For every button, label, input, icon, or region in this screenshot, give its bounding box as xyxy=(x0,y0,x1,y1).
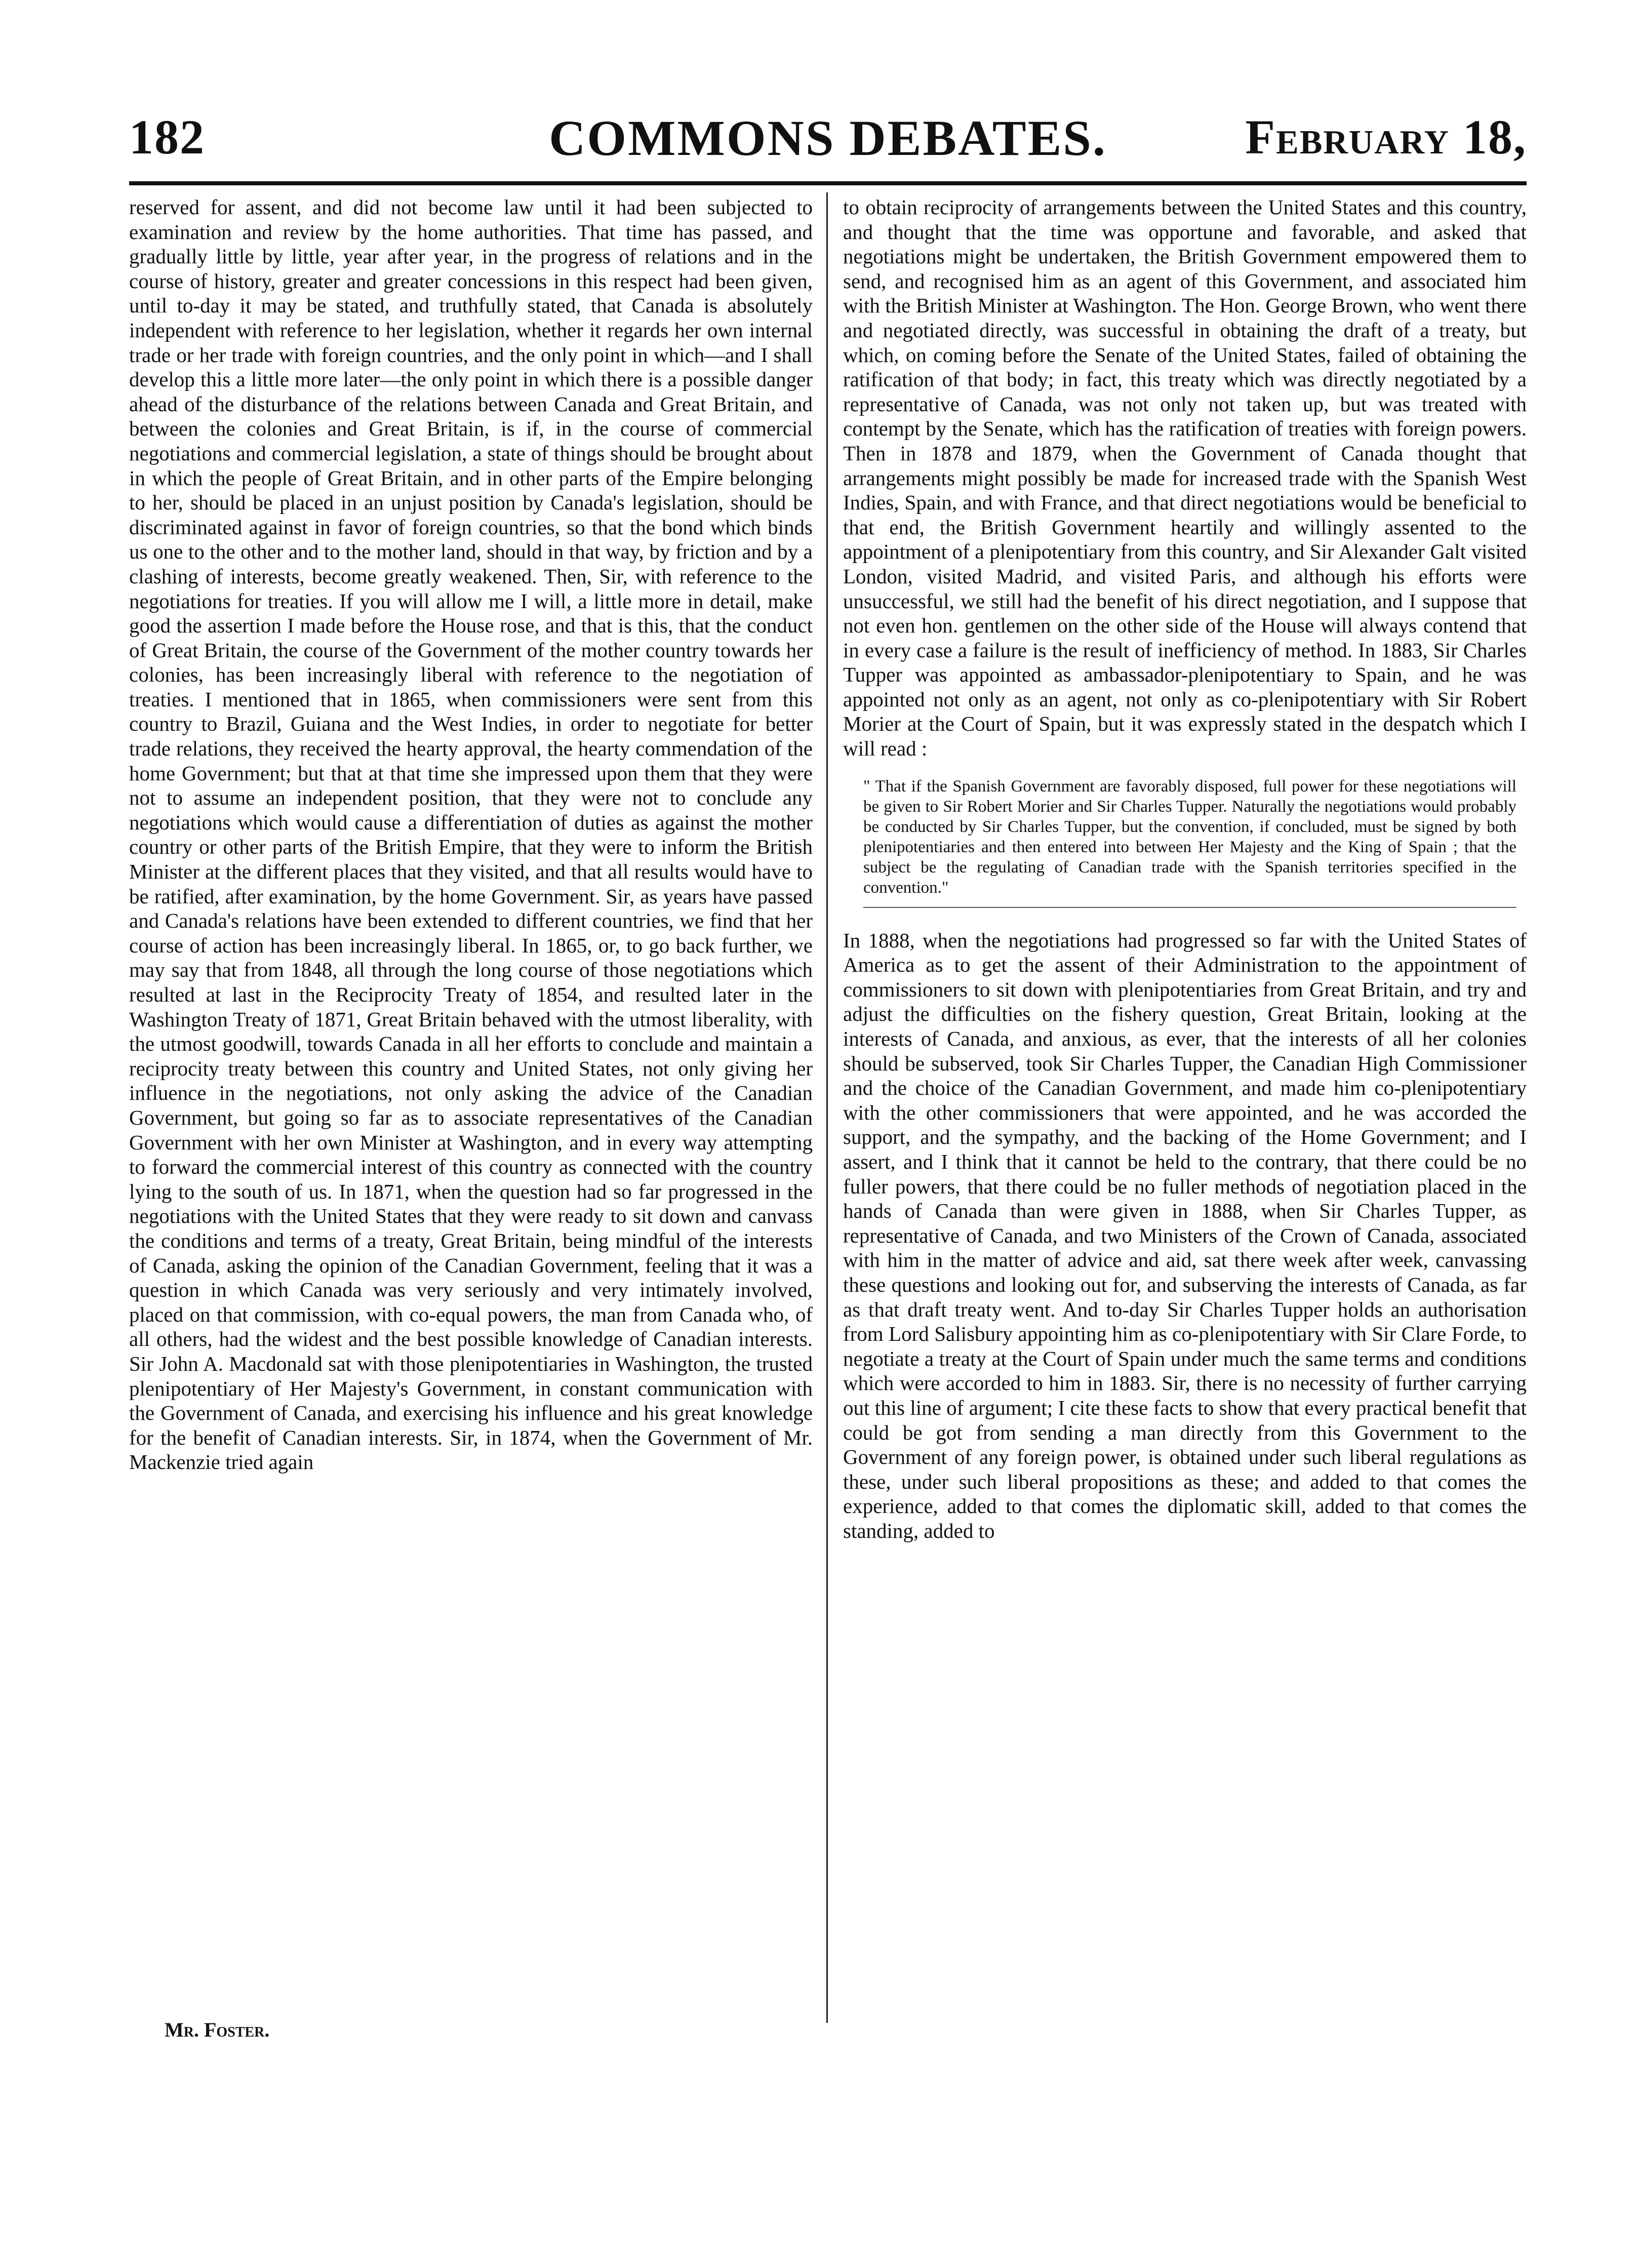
right-column-paragraph-1: to obtain reciprocity of arrangements between the United States and this country, and thought that the time was opportune and favorable, and asked that negotiations might be undertaken, the British Government empowered them to send, and recognised him as an agent of this Government, and associated him with the British Minister at Washington. The Hon. George Brown, who went there and negotiated directly, was successful in obtaining the draft of a treaty, but which, on coming before the Senate of the United States, failed of obtaining the ratification of that body; in fact, this treaty which was directly negotiated by a representative of Canada, was not only not taken up, but was treated with contempt by the Senate, which has the ratification of treaties with foreign powers. Then in 1878 and 1879, when the Government of Canada thought that arrangements might possibly be made for increased trade with the Spanish West Indies, Spain, and with France, and that direct negotiations would be beneficial to that end, the British Government heartily and willingly assented to the appointment of a plenipotentiary from this country, and Sir Alexander Galt visited London, visited Madrid, and visited Paris, and although his efforts were unsuccessful, we still had the benefit of his direct negotiation, and I suppose that not even hon. gentlemen on the other side of the House will always contend that in every case a failure is the result of inefficiency of method. In 1883, Sir Charles Tupper was appointed as ambassador-plenipotentiary to Spain, and he was appointed not only as an agent, not only as co-plenipotentiary with Sir Robert Morier at the Court of Spain, but it was expressly stated in the despatch which I will read : xyxy=(843,195,1527,761)
despatch-quote: " That if the Spanish Government are favorably disposed, full power for these negotiations will be given to Sir Robert Morier and Sir Charles Tupper. Naturally the negotiations would probably be conducted by Sir Charles Tupper, but the convention, if concluded, must be signed by both plenipotentiaries and then entered into between Her Majesty and the King of Spain ; that the subject be the regulating of Canadian trade with the Spanish territories specified in the convention." xyxy=(863,776,1516,908)
header-date: February 18, xyxy=(1245,110,1527,164)
publication-title: COMMONS DEBATES. xyxy=(549,110,1107,166)
speaker-footer: Mr. Foster. xyxy=(165,2018,270,2041)
header-rule xyxy=(129,181,1527,185)
right-column xyxy=(843,195,1527,1543)
page-number: 182 xyxy=(129,110,205,164)
left-column xyxy=(129,195,813,1475)
right-column-paragraph-2: In 1888, when the negotiations had progressed so far with the United States of America as to get the assent of their Administration to the appointment of commissioners to sit down with plenipotentiaries from Great Britain, and try and adjust the difficulties on the fishery question, Great Britain, looking at the interests of Canada, and anxious, as ever, that the interests of all her colonies should be subserved, took Sir Charles Tupper, the Canadian High Commissioner and the choice of the Canadian Government, and made him co-plenipotentiary with the other commissioners that were appointed, and he was accorded the support, and the sympathy, and the backing of the Home Government; and I assert, and I think that it cannot be held to the contrary, that there could be no fuller powers, that there could be no fuller methods of negotiation placed in the hands of Canada than were given in 1888, when Sir Charles Tupper, as representative of Canada, and two Ministers of the Crown of Canada, associated with him in the matter of advice and aid, sat there week after week, canvassing these questions and looking out for, and subserving the interests of Canada, as far as that draft treaty went. And to-day Sir Charles Tupper holds an authorisation from Lord Salisbury appointing him as co-plenipotentiary with Sir Clare Forde, to negotiate a treaty at the Court of Spain under much the same terms and conditions which were accorded to him in 1883. Sir, there is no necessity of further carrying out this line of argument; I cite these facts to show that every practical benefit that could be got from sending a man directly from this Government to the Government of any foreign power, is obtained under such liberal regulations as these, under such liberal propositions as these; and added to that comes the experience, added to that comes the diplomatic skill, added to that comes the standing, added to xyxy=(843,928,1527,1542)
left-column-paragraph: reserved for assent, and did not become law until it had been subjected to examination and review by the home authorities. That time has passed, and gradually little by little, year after year, in the progress of relations and in the course of history, greater and greater concessions in this respect had been given, until to-day it may be stated, and truthfully stated, that Canada is absolutely independent with reference to her legislation, whether it regards her own internal trade or her trade with foreign countries, and the only point in which—and I shall develop this a little more later—the only point in which there is a possible danger ahead of the disturbance of the relations between Canada and Great Britain, and between the colonies and Great Britain, is if, in the course of commercial negotiations and commercial legislation, a state of things should be brought about in which the people of Great Britain, and in other parts of the Empire belonging to her, should be placed in an unjust position by Canada's legislation, should be discriminated against in favor of foreign countries, so that the bond which binds us one to the other and to the mother land, should in that way, by friction and by a clashing of interests, become greatly weakened. Then, Sir, with reference to the negotiations for treaties. If you will allow me I will, a little more in detail, make good the assertion I made before the House rose, and that is this, that the conduct of Great Britain, the course of the Government of the mother country towards her colonies, has been increasingly liberal with reference to the negotiation of treaties. I mentioned that in 1865, when commissioners were sent from this country to Brazil, Guiana and the West Indies, in order to negotiate for better trade relations, they received the hearty approval, the hearty commendation of the home Government; but that at that time she impressed upon them that they were not to assume an independent position, that they were not to conclude any negotiations which would cause a differentiation of duties as against the mother country or other parts of the British Empire, that they were to inform the British Minister at the different places that they visited, and that all results would have to be ratified, after examination, by the home Government. Sir, as years have passed and Canada's relations have been extended to different countries, we find that her course of action has been increasingly liberal. In 1865, or, to go back further, we may say that from 1848, all through the long course of those negotiations which resulted at last in the Reciprocity Treaty of 1854, and resulted later in the Washington Treaty of 1871, Great Britain behaved with the utmost liberality, with the utmost goodwill, towards Canada in all her efforts to conclude and maintain a reciprocity treaty between this country and United States, not only giving her influence in the negotiations, not only asking the advice of the Canadian Government, but going so far as to associate representatives of the Canadian Government with her own Minister at Washington, and in every way attempting to forward the commercial interest of this country as connected with the country lying to the south of us. In 1871, when the question had so far progressed in the negotiations with the United States that they were ready to sit down and canvass the conditions and terms of a treaty, Great Britain, being mindful of the interests of Canada, asking the opinion of the Canadian Government, feeling that it was a question in which Canada was very seriously and very intimately involved, placed on that commission, with co-equal powers, the man from Canada who, of all others, had the widest and the best possible knowledge of Canadian interests. Sir John A. Macdonald sat with those plenipotentiaries in Washington, the trusted plenipotentiary of Her Majesty's Government, in constant communication with the Government of Canada, and exercising his influence and his great knowledge for the benefit of Canadian interests. Sir, in 1874, when the Government of Mr. Mackenzie tried again xyxy=(129,195,813,1474)
page-header xyxy=(129,109,1527,185)
column-divider xyxy=(826,192,828,2023)
